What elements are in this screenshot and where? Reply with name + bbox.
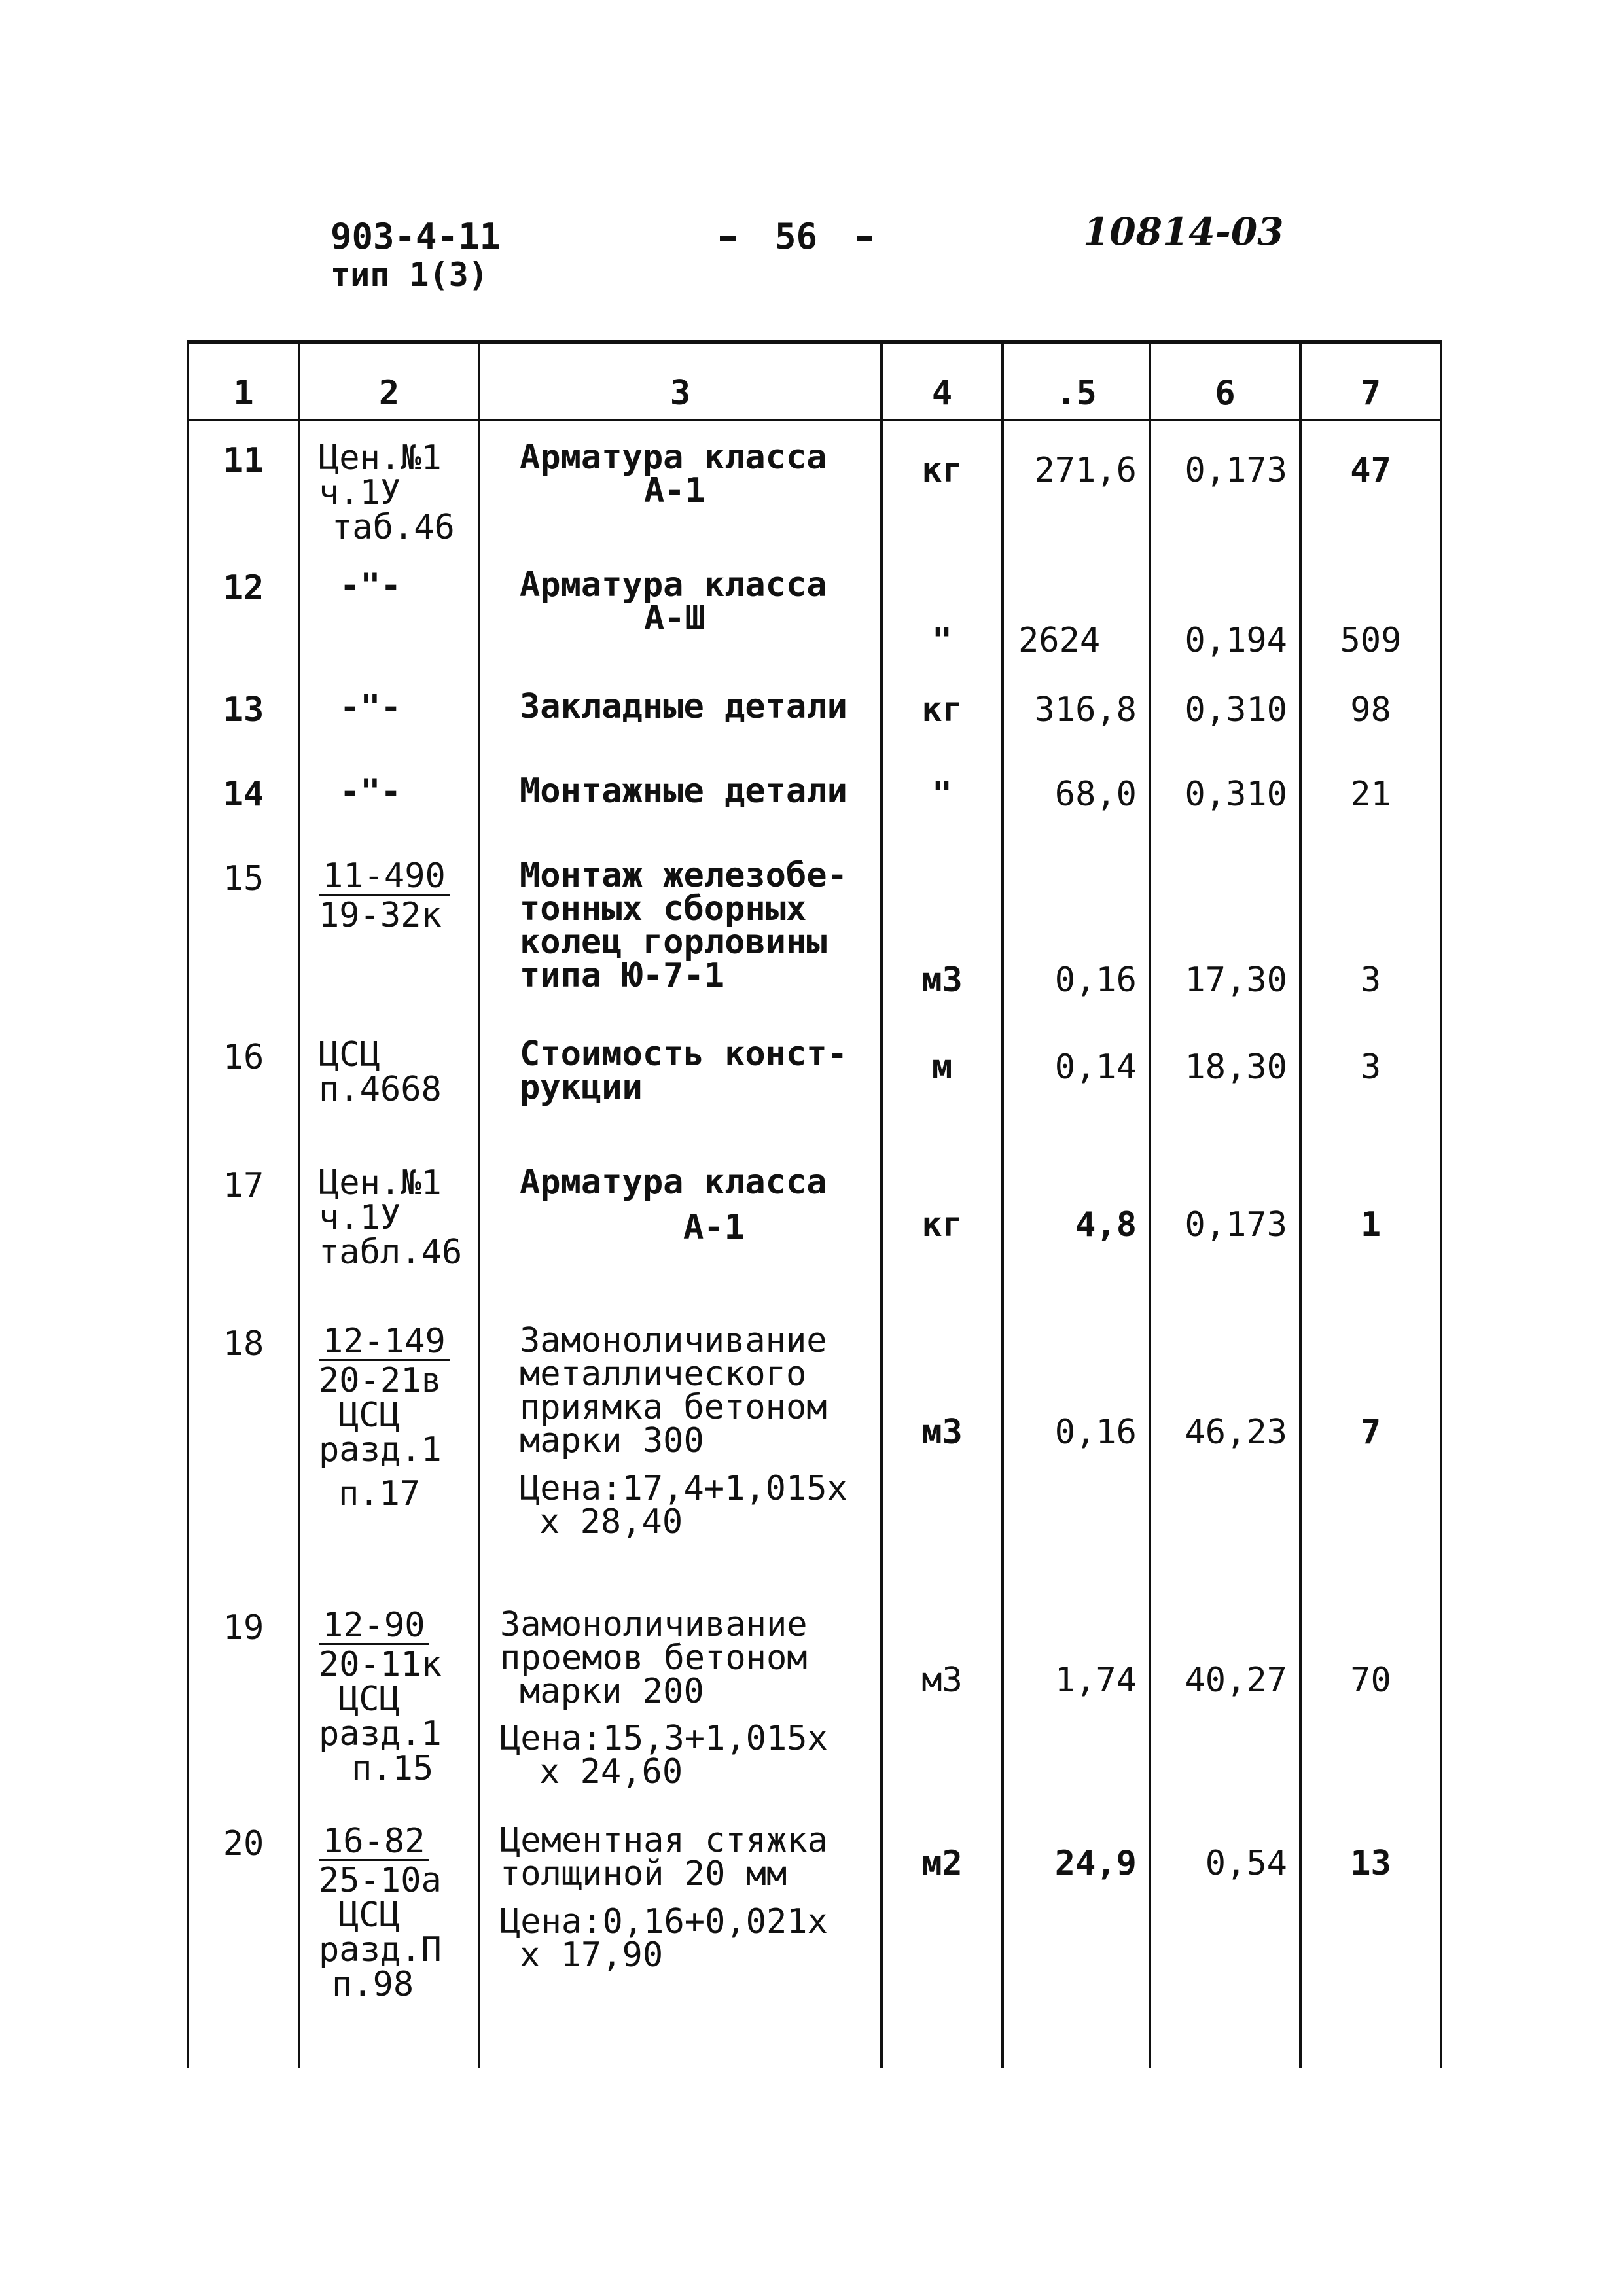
source-line: разд.П: [319, 1930, 442, 1969]
unit-price: 0,310: [1150, 755, 1300, 839]
col-header-5: .5: [1003, 342, 1150, 421]
total: 3: [1300, 1018, 1441, 1146]
source-fraction-numerator: 16-82: [319, 1824, 429, 1861]
unit-price: 0,54: [1150, 1805, 1300, 2068]
description-line: Арматура класса: [520, 565, 827, 605]
source-line: Цен.№1: [319, 438, 442, 478]
unit-price: 0,173: [1150, 421, 1300, 550]
quantity: 0,16: [1003, 1305, 1150, 1588]
source-line: п.17: [338, 1474, 421, 1514]
col-header-4: 4: [882, 342, 1003, 421]
source-line: 19-32к: [319, 895, 442, 935]
description-line: металлического: [520, 1354, 807, 1394]
description-line: колец горловины: [520, 922, 827, 962]
description-line: А-Ш: [644, 599, 705, 639]
column-header-row: [188, 342, 1441, 421]
unit: кг: [882, 671, 1003, 755]
price-formula-line: Цена:17,4+1,015х: [520, 1469, 847, 1509]
description-line: Закладные детали: [520, 686, 847, 726]
source-line: ч.1У: [319, 473, 401, 513]
total: 13: [1300, 1805, 1441, 2068]
source-line: 20-21в: [319, 1361, 442, 1401]
unit-price: 46,23: [1150, 1305, 1300, 1588]
row-number: 14: [188, 755, 299, 839]
unit: м: [882, 1018, 1003, 1146]
estimate-table: [187, 340, 1442, 2068]
source-line: п.15: [351, 1748, 434, 1788]
row-number: 18: [188, 1305, 299, 1588]
unit: м3: [882, 1305, 1003, 1588]
source-line: ч.1У: [319, 1198, 401, 1237]
quantity: 2624: [1003, 549, 1150, 671]
unit-price: 17,30: [1150, 839, 1300, 1018]
col-header-6: 6: [1150, 342, 1300, 421]
source-line: п.4668: [319, 1070, 442, 1110]
description-line: Монтаж железобе-: [520, 855, 847, 895]
table-row: [188, 1146, 1441, 1305]
table-row: [188, 1305, 1441, 1588]
total: 98: [1300, 671, 1441, 755]
description-line: рукции: [520, 1067, 643, 1107]
unit: м3: [882, 839, 1003, 1018]
col-header-3: 3: [479, 342, 882, 421]
description-line: Арматура класса: [520, 1162, 827, 1202]
description-line: проемов бетоном: [500, 1638, 808, 1678]
source-line: разд.1: [319, 1430, 442, 1470]
source-line: разд.1: [319, 1714, 442, 1754]
source-fraction-numerator: 12-90: [319, 1608, 429, 1645]
unit-price: 40,27: [1150, 1589, 1300, 1805]
description-line: Стоимость конст-: [520, 1034, 847, 1074]
ditto-mark: -"-: [340, 687, 401, 727]
quantity: 68,0: [1003, 755, 1150, 839]
description-line: Монтажные детали: [520, 771, 847, 811]
document-type: тип 1(3): [330, 256, 488, 294]
description-line: А-1: [683, 1207, 745, 1247]
quantity: 24,9: [1003, 1805, 1150, 2068]
row-number: 11: [188, 421, 299, 550]
source-line: п.98: [332, 1964, 414, 2004]
dash-right: [857, 236, 872, 241]
price-formula-line: х 28,40: [539, 1502, 683, 1542]
description-line: толщиной 20 мм: [500, 1854, 787, 1894]
row-number: 15: [188, 839, 299, 1018]
table-row: [188, 1589, 1441, 1805]
table-row: [188, 671, 1441, 755]
source-line: ЦСЦ: [338, 1895, 400, 1935]
unit: кг: [882, 1146, 1003, 1305]
description-line: марки 300: [520, 1421, 704, 1461]
source-line: ЦСЦ: [319, 1034, 380, 1074]
row-number: 19: [188, 1589, 299, 1805]
source-fraction-numerator: 11-490: [319, 859, 450, 896]
source-line: табл.46: [319, 1233, 463, 1273]
total: 1: [1300, 1146, 1441, 1305]
price-formula-line: х 24,60: [539, 1752, 683, 1792]
price-formula-line: Цена:0,16+0,021х: [500, 1901, 828, 1941]
description-line: типа Ю-7-1: [520, 955, 725, 995]
table-row: [188, 839, 1441, 1018]
description-line: Замоноличивание: [520, 1321, 827, 1361]
source-line: 25-10а: [319, 1860, 442, 1900]
row-number: 17: [188, 1146, 299, 1305]
row-number: 20: [188, 1805, 299, 2068]
table-row: [188, 421, 1441, 550]
unit-price: 18,30: [1150, 1018, 1300, 1146]
handwritten-reference-number: 10814-03: [1083, 209, 1284, 254]
page-number-block: [681, 216, 912, 257]
ditto-mark: -"-: [340, 771, 401, 811]
total: 70: [1300, 1589, 1441, 1805]
unit-price: 0,194: [1150, 549, 1300, 671]
col-header-2: 2: [299, 342, 479, 421]
ditto-mark: -"-: [340, 566, 401, 606]
quantity: 4,8: [1003, 1146, 1150, 1305]
total: 3: [1300, 839, 1441, 1018]
row-number: 12: [188, 549, 299, 671]
price-formula-line: х 17,90: [520, 1935, 664, 1975]
description-line: Замоноличивание: [500, 1604, 808, 1644]
description-line: Арматура класса: [520, 438, 827, 477]
document-code: 903-4-11: [330, 216, 501, 257]
unit-price: 0,173: [1150, 1146, 1300, 1305]
source-line: таб.46: [332, 508, 455, 548]
col-header-7: 7: [1300, 342, 1441, 421]
description-line: приямка бетоном: [520, 1388, 827, 1428]
total: 21: [1300, 755, 1441, 839]
quantity: 1,74: [1003, 1589, 1150, 1805]
dash-left: [720, 236, 736, 241]
col-header-1: 1: [188, 342, 299, 421]
source-line: 20-11к: [319, 1644, 442, 1684]
unit: ": [882, 549, 1003, 671]
unit: м2: [882, 1805, 1003, 2068]
quantity: 316,8: [1003, 671, 1150, 755]
unit: ": [882, 755, 1003, 839]
page-number: 56: [775, 216, 818, 257]
total: 47: [1300, 421, 1441, 550]
description-line: Цементная стяжка: [500, 1820, 828, 1860]
source-fraction-numerator: 12-149: [319, 1324, 450, 1361]
unit: кг: [882, 421, 1003, 550]
total: 7: [1300, 1305, 1441, 1588]
table-row: [188, 755, 1441, 839]
quantity: 0,16: [1003, 839, 1150, 1018]
table-row: [188, 549, 1441, 671]
source-line: ЦСЦ: [338, 1679, 400, 1719]
total: 509: [1300, 549, 1441, 671]
row-number: 16: [188, 1018, 299, 1146]
row-number: 13: [188, 671, 299, 755]
price-formula-line: Цена:15,3+1,015х: [500, 1719, 828, 1759]
description-line: марки 200: [520, 1671, 704, 1711]
quantity: 0,14: [1003, 1018, 1150, 1146]
table-row: [188, 1018, 1441, 1146]
quantity: 271,6: [1003, 421, 1150, 550]
unit: м3: [882, 1589, 1003, 1805]
unit-price: 0,310: [1150, 671, 1300, 755]
source-line: Цен.№1: [319, 1163, 442, 1203]
source-line: ЦСЦ: [338, 1396, 400, 1436]
description-line: тонных сборных: [520, 889, 807, 928]
table-row: [188, 1805, 1441, 2068]
description-line: А-1: [644, 470, 705, 510]
